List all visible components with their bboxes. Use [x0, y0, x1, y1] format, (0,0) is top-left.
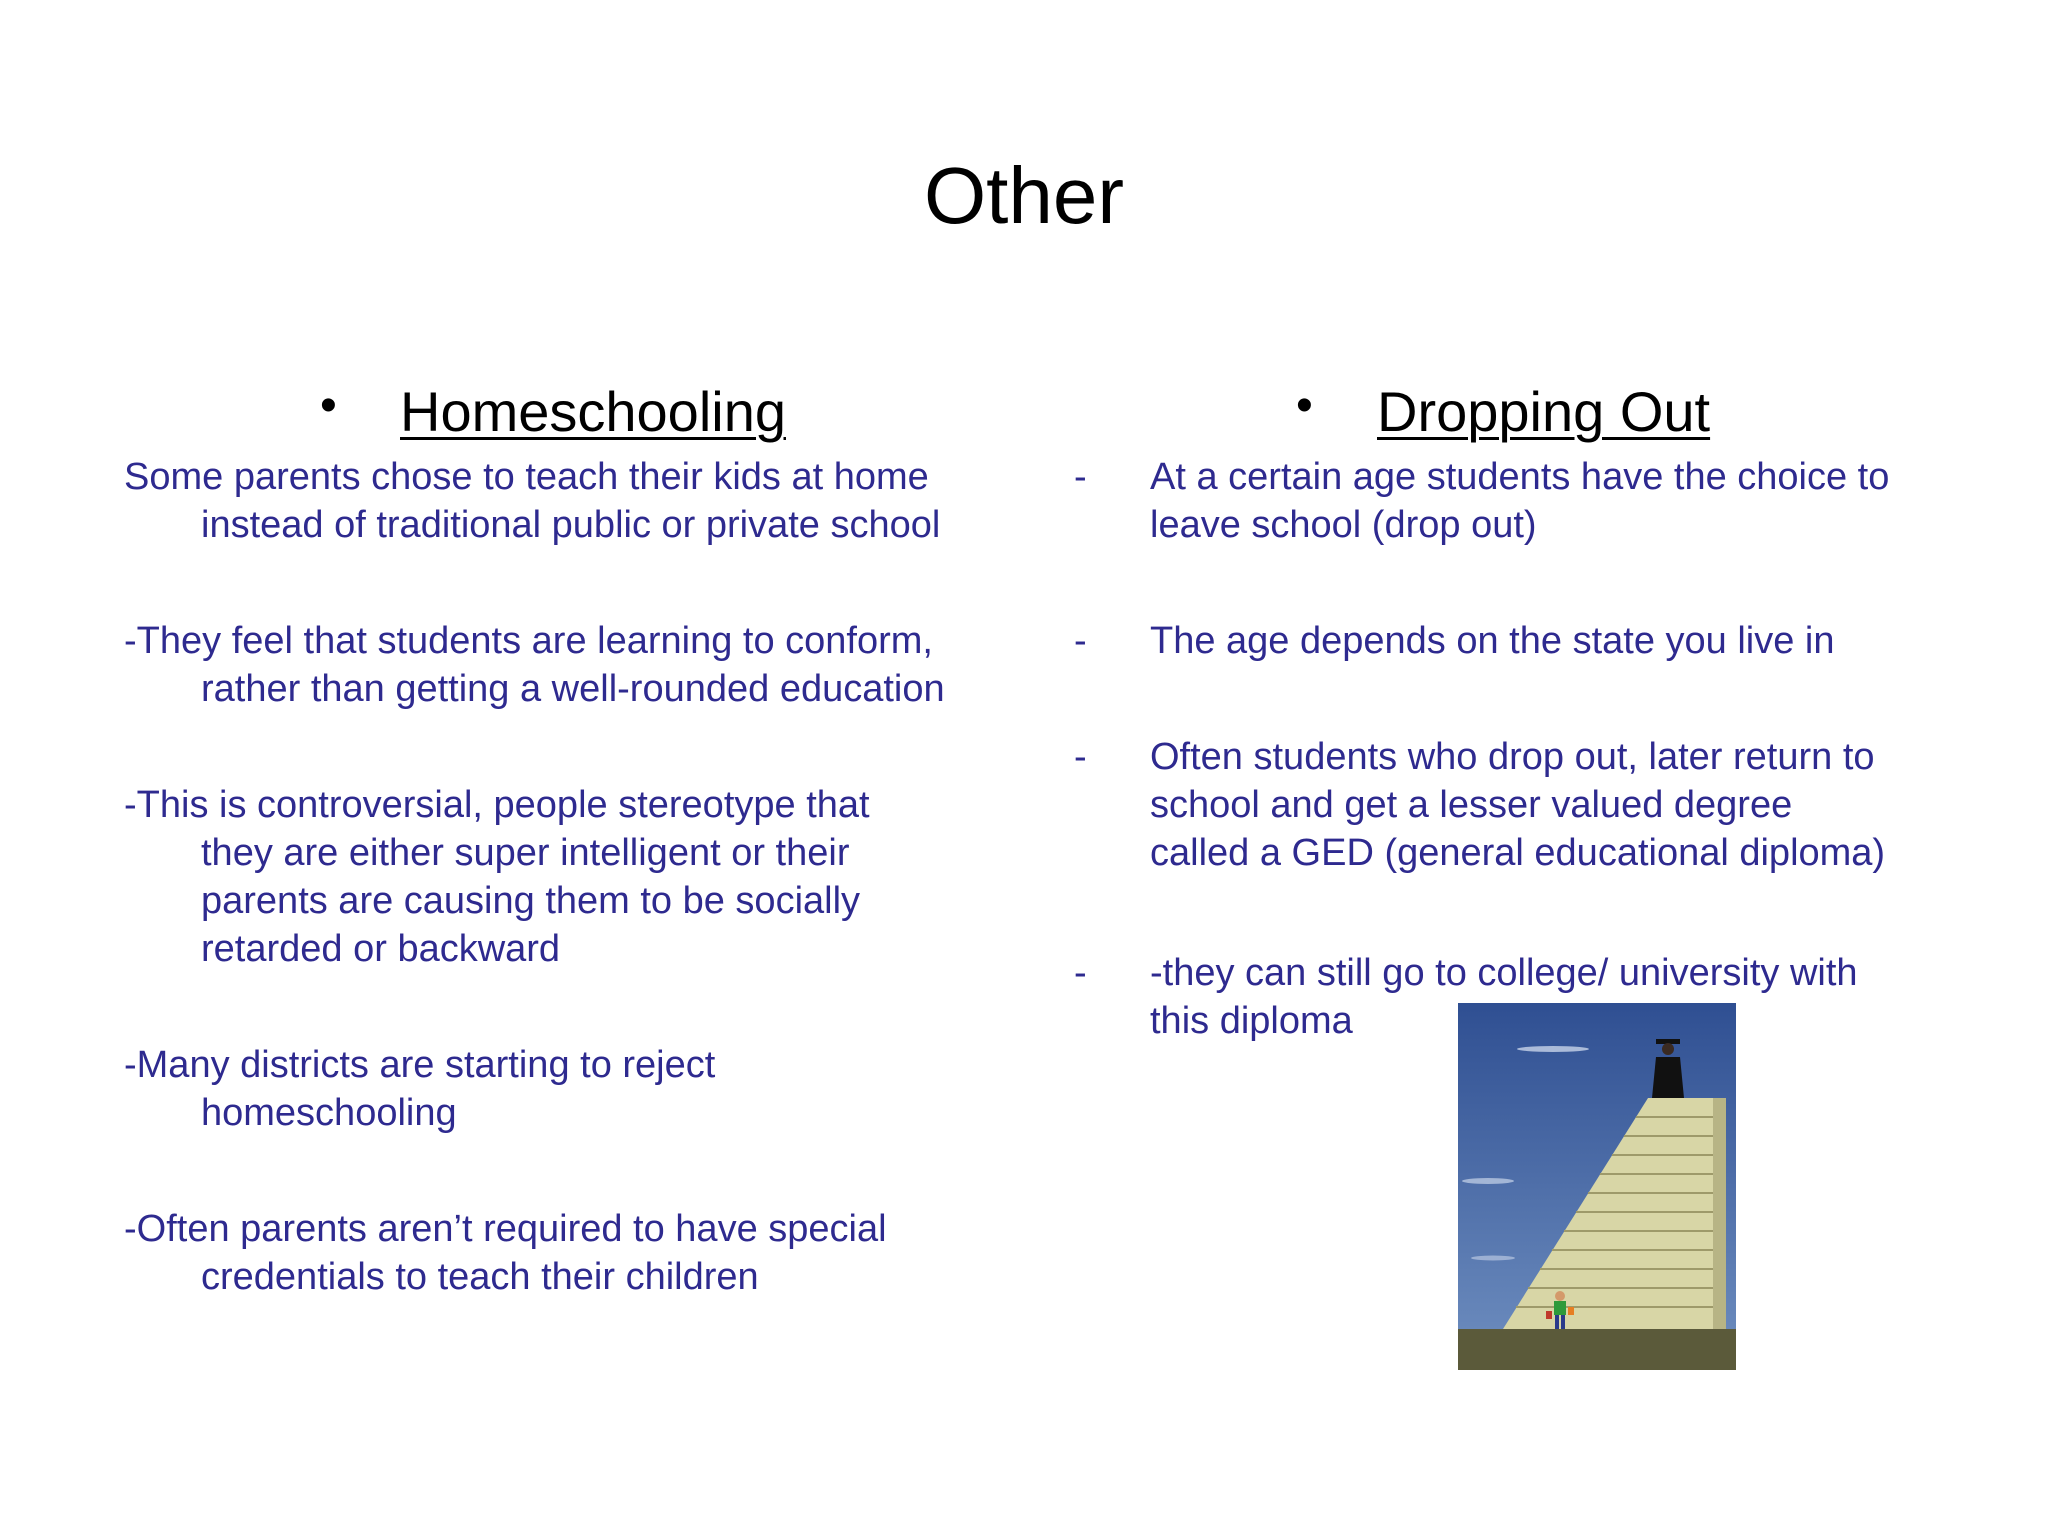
item-line: The age depends on the state you live in	[1150, 620, 1835, 662]
paragraph-line: they are either super intelligent or their	[201, 832, 850, 874]
left-paragraph-1	[124, 453, 940, 549]
cloud	[1462, 1178, 1514, 1184]
dash-marker: -	[1074, 620, 1087, 662]
cloud	[1517, 1046, 1589, 1052]
dash-marker: -	[1074, 736, 1087, 778]
ground	[1458, 1329, 1736, 1370]
item-line: -they can still go to college/ university with	[1150, 952, 1858, 994]
paragraph-line: instead of traditional public or private school	[201, 504, 941, 546]
item-line: called a GED (general educational diploma)	[1150, 832, 1886, 874]
heading-dropping-out: Dropping Out	[1377, 380, 1711, 443]
paragraph-line: Some parents chose to teach their kids at home	[124, 456, 929, 498]
dash-marker: -	[1074, 952, 1087, 994]
left-paragraph-3	[124, 781, 870, 973]
item-line: leave school (drop out)	[1150, 504, 1537, 546]
paragraph-line: -This is controversial, people stereotype that	[124, 784, 870, 826]
item-line: At a certain age students have the choice to	[1150, 456, 1890, 498]
paragraph-line: rather than getting a well-rounded education	[201, 668, 945, 710]
item-line: school and get a lesser valued degree	[1150, 784, 1793, 826]
right-item-3	[1074, 733, 1974, 877]
stairs-side	[1713, 1098, 1726, 1329]
paragraph-line: -Often parents aren’t required to have special	[124, 1208, 887, 1250]
item-line: Often students who drop out, later return to	[1150, 736, 1875, 778]
paragraph-line: homeschooling	[201, 1092, 457, 1134]
right-item-2	[1074, 617, 1974, 665]
paragraph-line: -Many districts are starting to reject	[124, 1044, 716, 1086]
paragraph-line: parents are causing them to be socially	[201, 880, 861, 922]
right-item-1	[1074, 453, 1974, 549]
bullet-icon: •	[320, 379, 337, 432]
left-paragraph-2	[124, 617, 945, 713]
dash-marker: -	[1074, 456, 1087, 498]
staircase-graduate-illustration	[1458, 1003, 1736, 1370]
paragraph-line: retarded or backward	[201, 928, 561, 970]
bullet-icon: •	[1296, 379, 1313, 432]
cloud	[1471, 1256, 1515, 1261]
left-paragraph-4	[124, 1041, 715, 1137]
paragraph-line: credentials to teach their children	[201, 1256, 759, 1298]
slide-title: Other	[923, 151, 1125, 240]
left-column-heading	[320, 378, 820, 446]
left-paragraph-5	[124, 1205, 887, 1301]
paragraph-line: -They feel that students are learning to conform,	[124, 620, 933, 662]
heading-homeschooling: Homeschooling	[400, 380, 786, 443]
item-line: this diploma	[1150, 1000, 1353, 1042]
right-column-heading	[1296, 378, 1756, 446]
